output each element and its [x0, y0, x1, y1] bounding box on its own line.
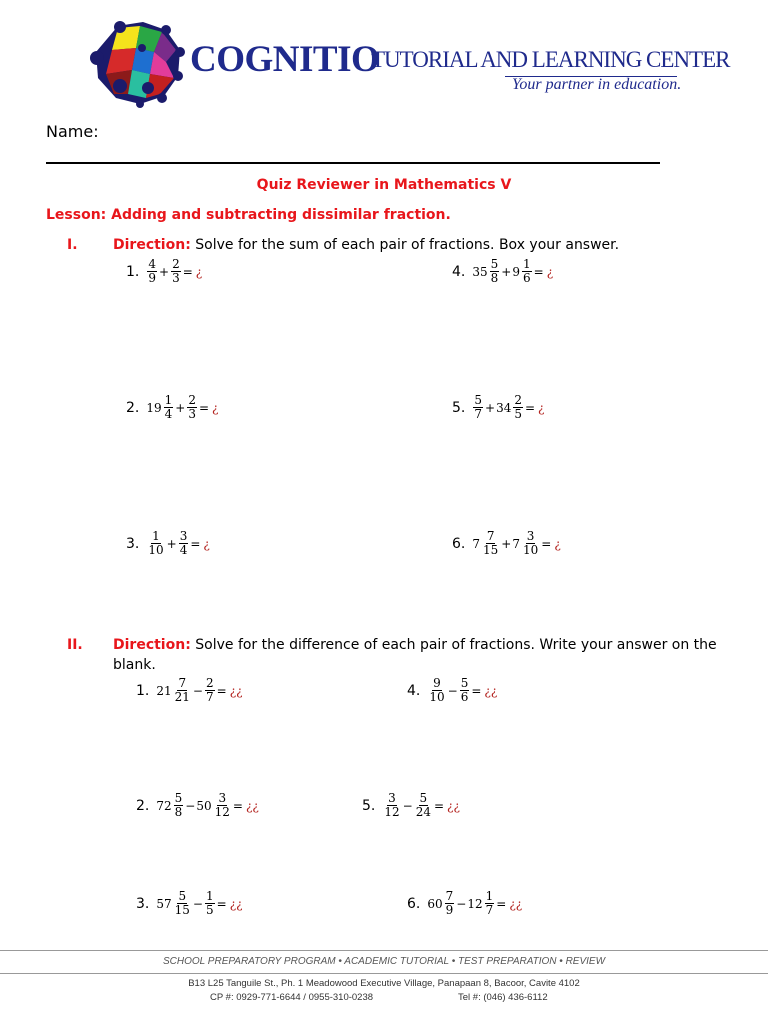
equals-sign: = [216, 683, 227, 698]
fraction [187, 394, 197, 421]
problem-number: 6. [452, 535, 466, 552]
whole-number: 21 [156, 683, 172, 698]
fraction [147, 258, 157, 285]
fraction [482, 530, 499, 557]
direction-text: Solve for the sum of each pair of fractions. Box your answer. [190, 237, 620, 253]
problem-expression [146, 258, 202, 285]
lesson-title: Lesson: Adding and subtracting dissimilar fraction. [46, 207, 451, 223]
whole-number: 19 [146, 400, 162, 415]
footer-divider [0, 973, 768, 974]
fraction [147, 530, 164, 557]
denominator: 12 [214, 805, 230, 819]
footer-programs: SCHOOL PREPARATORY PROGRAM • ACADEMIC TUTORIAL • TEST PREPARATION • REVIEW [162, 956, 606, 967]
denominator: 10 [429, 690, 445, 704]
whole-number: 7 [512, 536, 520, 551]
fraction [522, 530, 539, 557]
answer-placeholder: ¿¿ [229, 896, 243, 911]
fraction [445, 890, 455, 917]
problem-item [136, 677, 243, 704]
whole-number: 72 [156, 798, 172, 813]
problem-expression [472, 530, 560, 557]
problem-expression [146, 530, 209, 557]
problem-number: 6. [407, 895, 421, 912]
whole-number: 57 [156, 896, 172, 911]
fraction [214, 792, 231, 819]
fraction [513, 394, 523, 421]
problem-expression [156, 677, 242, 704]
numerator: 3 [218, 791, 227, 805]
problem-number: 5. [452, 399, 466, 416]
operator: + [501, 264, 512, 279]
numerator: 1 [164, 393, 173, 407]
answer-placeholder: ¿ [554, 536, 561, 551]
equals-sign: = [232, 798, 243, 813]
problem-number: 1. [136, 682, 150, 699]
brand-subtitle: TUTORIAL AND LEARNING CENTER [371, 47, 730, 72]
operator: − [192, 896, 203, 911]
denominator: 6 [522, 271, 531, 285]
problem-item [136, 890, 243, 917]
fraction [205, 677, 215, 704]
problem-number: 4. [407, 682, 421, 699]
denominator: 12 [384, 805, 400, 819]
answer-placeholder: ¿¿ [447, 798, 460, 813]
fraction [485, 890, 495, 917]
problem-item [136, 792, 259, 819]
problem-number: 4. [452, 263, 466, 280]
problem-number: 2. [126, 399, 140, 416]
problem-item [126, 258, 202, 285]
numerator: 2 [172, 257, 180, 271]
problem-item [452, 530, 561, 557]
fraction [179, 530, 189, 557]
operator: − [192, 683, 203, 698]
numerator: 5 [419, 791, 428, 805]
equals-sign: = [198, 400, 210, 415]
whole-number: 50 [196, 798, 212, 813]
fraction [205, 890, 215, 917]
section-direction [113, 235, 723, 255]
denominator: 3 [172, 271, 180, 285]
problem-item [407, 677, 497, 704]
numerator: 1 [205, 889, 214, 903]
numerator: 9 [433, 676, 441, 690]
denominator: 4 [179, 543, 188, 557]
denominator: 5 [205, 903, 214, 917]
problem-number: 3. [136, 895, 150, 912]
numerator: 7 [486, 529, 495, 543]
whole-number: 12 [467, 896, 483, 911]
fraction [174, 792, 184, 819]
problem-item [126, 394, 218, 421]
fraction [460, 677, 470, 704]
quiz-title: Quiz Reviewer in Mathematics V [256, 177, 512, 193]
problem-number: 5. [362, 797, 376, 814]
footer-tel: Tel #: (046) 436-6112 [458, 992, 548, 1003]
problem-expression [146, 394, 218, 421]
problem-expression [382, 792, 460, 819]
answer-placeholder: ¿¿ [229, 683, 243, 698]
denominator: 4 [164, 407, 173, 421]
section-number: II. [67, 637, 83, 653]
fraction [383, 792, 400, 819]
equals-sign: = [216, 896, 227, 911]
answer-placeholder: ¿ [203, 536, 210, 551]
equals-sign: = [541, 536, 552, 551]
fraction [174, 677, 191, 704]
operator: + [166, 536, 177, 551]
denominator: 8 [174, 805, 183, 819]
denominator: 6 [460, 690, 469, 704]
footer-divider [0, 950, 768, 951]
problem-expression [472, 394, 544, 421]
logo-mark [88, 18, 188, 108]
problem-number: 3. [126, 535, 140, 552]
numerator: 1 [522, 257, 531, 271]
numerator: 5 [460, 676, 469, 690]
fraction [490, 258, 500, 285]
operator: + [501, 536, 512, 551]
brand-name: COGNITIO [190, 39, 380, 80]
operator: − [402, 798, 413, 813]
denominator: 10 [148, 543, 164, 557]
operator: + [485, 400, 496, 415]
operator: + [175, 400, 186, 415]
fraction [174, 890, 191, 917]
answer-placeholder: ¿¿ [245, 798, 259, 813]
fraction [164, 394, 174, 421]
denominator: 21 [174, 690, 190, 704]
answer-placeholder: ¿ [212, 400, 219, 415]
whole-number: 60 [427, 896, 443, 911]
problem-item [126, 530, 210, 557]
numerator: 4 [148, 257, 156, 271]
equals-sign: = [533, 264, 544, 279]
numerator: 2 [188, 393, 196, 407]
equals-sign: = [190, 536, 201, 551]
equals-sign: = [524, 400, 536, 415]
denominator: 8 [490, 271, 499, 285]
numerator: 1 [152, 529, 160, 543]
numerator: 7 [178, 676, 187, 690]
whole-number: 9 [512, 264, 520, 279]
numerator: 3 [388, 791, 396, 805]
fraction [428, 677, 445, 704]
equals-sign: = [496, 896, 507, 911]
numerator: 2 [205, 676, 214, 690]
answer-placeholder: ¿ [538, 400, 545, 415]
name-blank-line [46, 162, 660, 164]
problem-expression [156, 890, 242, 917]
denominator: 15 [174, 903, 190, 917]
section-direction [113, 635, 723, 675]
problem-expression [156, 792, 258, 819]
problem-expression [472, 258, 553, 285]
answer-placeholder: ¿ [195, 264, 203, 279]
operator: − [447, 683, 458, 698]
section-number: I. [67, 237, 78, 253]
equals-sign: = [433, 798, 445, 813]
denominator: 10 [522, 543, 539, 557]
numerator: 5 [174, 791, 183, 805]
problem-expression [427, 890, 522, 917]
denominator: 7 [485, 903, 494, 917]
operator: − [456, 896, 467, 911]
denominator: 5 [514, 407, 522, 421]
numerator: 7 [445, 889, 454, 903]
direction-label: Direction: [113, 237, 191, 253]
denominator: 7 [205, 690, 214, 704]
problem-number: 1. [126, 263, 140, 280]
numerator: 2 [514, 393, 522, 407]
numerator: 5 [178, 889, 187, 903]
footer-contacts [210, 992, 570, 1003]
fraction [171, 258, 181, 285]
problem-number: 2. [136, 797, 150, 814]
footer-address: B13 L25 Tanguile St., Ph. 1 Meadowood Executive Village, Panapaan 8, Bacoor, Cavite 4102 [188, 978, 580, 989]
operator: − [185, 798, 196, 813]
fraction [415, 792, 432, 819]
numerator: 5 [474, 393, 482, 407]
whole-number: 7 [472, 536, 480, 551]
problem-item [452, 394, 544, 421]
numerator: 3 [526, 529, 535, 543]
equals-sign: = [182, 264, 193, 279]
footer-cp: CP #: 0929-771-6644 / 0955-310-0238 [210, 992, 374, 1003]
problem-item [407, 890, 522, 917]
denominator: 9 [445, 903, 454, 917]
problem-item [452, 258, 553, 285]
denominator: 9 [148, 271, 156, 285]
problem-item [362, 792, 460, 819]
problem-expression [427, 677, 497, 704]
fraction [473, 394, 483, 421]
denominator: 24 [415, 805, 431, 819]
name-label: Name: [46, 122, 99, 141]
numerator: 5 [490, 257, 499, 271]
denominator: 15 [483, 543, 499, 557]
answer-placeholder: ¿¿ [509, 896, 523, 911]
tagline: Your partner in education. [512, 76, 682, 93]
denominator: 7 [474, 407, 482, 421]
operator: + [159, 264, 170, 279]
fraction [522, 258, 532, 285]
direction-text: Solve for the difference of each pair of fractions. Write your answer on the blank. [113, 637, 717, 673]
whole-number: 35 [472, 264, 488, 279]
answer-placeholder: ¿ [546, 264, 554, 279]
answer-placeholder: ¿¿ [484, 683, 498, 698]
numerator: 3 [179, 529, 188, 543]
direction-label: Direction: [113, 637, 191, 653]
equals-sign: = [471, 683, 482, 698]
numerator: 1 [485, 889, 494, 903]
whole-number: 34 [496, 400, 512, 415]
denominator: 3 [188, 407, 196, 421]
